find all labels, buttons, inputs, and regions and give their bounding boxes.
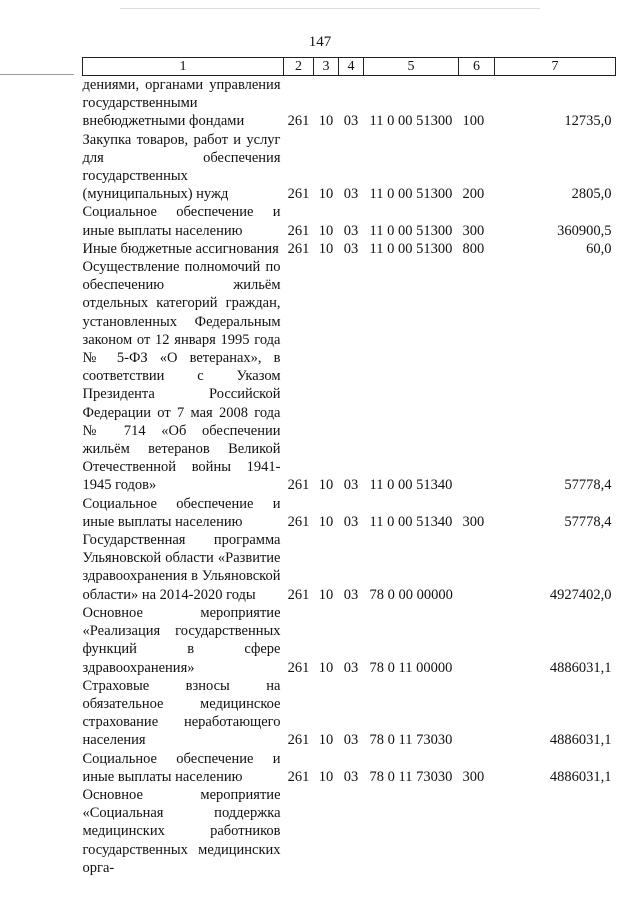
row-expense-type: 100: [462, 113, 485, 130]
row-expense-type: 300: [462, 768, 485, 785]
row-code-subsection: 03: [343, 768, 359, 785]
table-header-row: [83, 58, 616, 76]
column-header: 7: [495, 58, 616, 76]
table-row: [83, 786, 616, 877]
column-header: 2: [284, 58, 314, 76]
row-code-subsection: 03: [343, 222, 359, 239]
row-code-section: 10: [318, 186, 334, 203]
row-target-code: 11 0 00 51300: [369, 113, 453, 130]
row-expense-type: 200: [462, 186, 485, 203]
budget-table: [82, 57, 616, 877]
row-target-code: [364, 786, 459, 877]
table-row: [83, 604, 616, 677]
row-name: Государственная программа Ульяновской области «Развитие здравоохранения в Ульяновской области» на 2014-2020 годы: [82, 532, 281, 603]
row-code-section: 10: [318, 732, 334, 749]
row-amount: 2805,0: [571, 186, 612, 203]
row-amount: 4886031,1: [549, 768, 612, 785]
row-code-section: 10: [318, 513, 334, 530]
column-header: 6: [459, 58, 495, 76]
row-amount: 4886031,1: [549, 732, 612, 749]
row-expense-type: 300: [462, 222, 485, 239]
row-name: Страховые взносы на обязательное медицинское страхование неработающего населения: [82, 677, 281, 749]
row-target-code: 78 0 00 00000: [369, 586, 453, 603]
table-row: [83, 76, 616, 131]
row-expense-type: 800: [462, 240, 485, 257]
row-code-section: 10: [318, 240, 334, 257]
row-code-section: [314, 786, 339, 877]
row-target-code: 78 0 11 73030: [369, 768, 453, 785]
row-code-ministry: 261: [287, 659, 310, 676]
row-code-subsection: 03: [343, 586, 359, 603]
row-target-code: 11 0 00 51340: [369, 513, 453, 530]
row-amount: 57778,4: [564, 477, 612, 494]
column-header: 4: [339, 58, 364, 76]
page-number: 147: [308, 34, 332, 50]
row-code-subsection: 03: [343, 113, 359, 130]
table-row: [83, 750, 616, 786]
row-code-ministry: 261: [287, 768, 310, 785]
row-code-section: 10: [318, 477, 334, 494]
row-code-section: 10: [318, 768, 334, 785]
row-target-code: 78 0 11 73030: [369, 732, 453, 749]
row-amount: 12735,0: [564, 113, 612, 130]
row-code-ministry: 261: [287, 113, 310, 130]
row-code-ministry: 261: [287, 477, 310, 494]
row-expense-type: [459, 258, 495, 495]
row-name: Социальное обеспечение и иные выплаты населению: [82, 204, 281, 239]
row-amount: 4927402,0: [549, 586, 612, 603]
row-target-code: 11 0 00 51300: [369, 186, 453, 203]
row-code-section: 10: [318, 586, 334, 603]
row-code-ministry: 261: [287, 513, 310, 530]
row-expense-type: [459, 786, 495, 877]
row-code-ministry: 261: [287, 240, 310, 257]
row-code-subsection: 03: [343, 513, 359, 530]
row-code-subsection: 03: [343, 659, 359, 676]
table-row: [83, 240, 616, 258]
row-code-ministry: 261: [287, 222, 310, 239]
row-name: Закупка товаров, работ и услуг для обеспечения государственных (муниципальных) нужд: [82, 131, 281, 203]
table-row: [83, 495, 616, 531]
row-code-section: 10: [318, 659, 334, 676]
row-code-ministry: 261: [287, 732, 310, 749]
row-name: Основное мероприятие «Реализация государственных функций в сфере здравоохранения»: [82, 604, 281, 676]
row-code-ministry: [284, 786, 314, 877]
row-code-ministry: 261: [287, 586, 310, 603]
row-code-subsection: [339, 786, 364, 877]
row-amount: 4886031,1: [549, 659, 612, 676]
row-name: Социальное обеспечение и иные выплаты населению: [82, 495, 281, 530]
table-row: [83, 531, 616, 604]
row-code-section: 10: [318, 113, 334, 130]
row-name: дениями, органами управления государственными внебюджетными фондами: [82, 77, 281, 130]
row-name: Основное мероприятие «Социальная поддержка медицинских работников государственных медицинских орга-: [82, 786, 281, 876]
row-expense-type: [459, 677, 495, 750]
row-amount: 360900,5: [557, 222, 612, 239]
table-row: [83, 131, 616, 204]
scan-artifact-line: [120, 8, 540, 9]
row-target-code: 11 0 00 51300: [369, 222, 453, 239]
row-amount: [495, 786, 616, 877]
row-code-subsection: 03: [343, 240, 359, 257]
table-row: [83, 677, 616, 750]
table-row: [83, 258, 616, 495]
column-header: 3: [314, 58, 339, 76]
column-header: 5: [364, 58, 459, 76]
scan-artifact-line: [0, 74, 74, 75]
row-expense-type: [459, 531, 495, 604]
table-row: [83, 203, 616, 239]
row-target-code: 78 0 11 00000: [369, 659, 453, 676]
row-code-subsection: 03: [343, 732, 359, 749]
row-code-subsection: 03: [343, 186, 359, 203]
row-code-subsection: 03: [343, 477, 359, 494]
row-name: Социальное обеспечение и иные выплаты населению: [82, 750, 281, 785]
row-name: Осуществление полномочий по обеспечению жильём отдельных категорий граждан, установленных Федеральным законом от 12 января 1995 года № 5-ФЗ «О ветеранах», в соответствии с Указом Президента Российской Федерации от 7 мая 2008 года № 714 «Об обеспечении жильём ветеранов Великой Отечественной войны 1941-1945 годов»: [82, 259, 281, 494]
row-code-ministry: 261: [287, 186, 310, 203]
row-amount: 60,0: [586, 240, 612, 257]
row-expense-type: 300: [462, 513, 485, 530]
column-header: 1: [83, 58, 284, 76]
row-name: Иные бюджетные ассигнования: [82, 240, 279, 257]
row-target-code: 11 0 00 51340: [369, 477, 453, 494]
row-code-section: 10: [318, 222, 334, 239]
row-amount: 57778,4: [564, 513, 612, 530]
row-target-code: 11 0 00 51300: [369, 240, 453, 257]
row-expense-type: [459, 604, 495, 677]
